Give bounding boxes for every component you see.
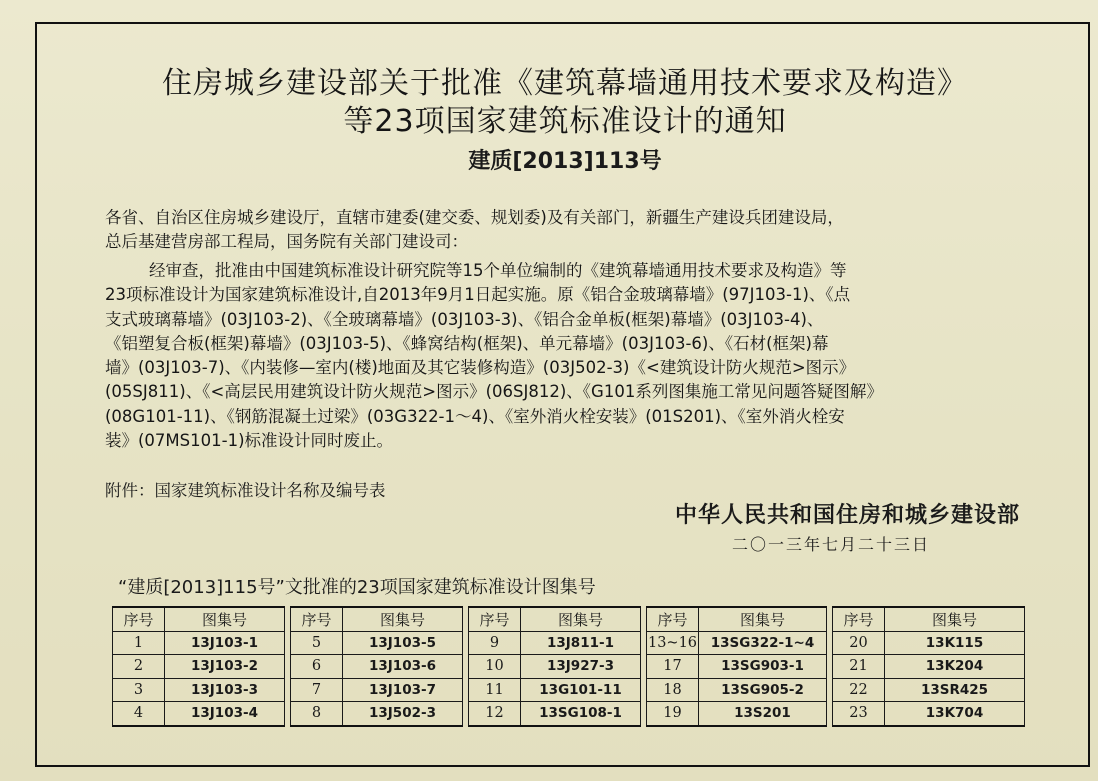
atlas-code-cell: 13J811-1 [521,631,641,655]
header-code: 图集号 [885,607,1025,631]
atlas-code-cell: 13SG322-1~4 [699,631,827,655]
atlas-code-cell: 13K115 [885,631,1025,655]
atlas-code-cell: 13J103-5 [343,631,463,655]
issuing-authority: 中华人民共和国住房和城乡建设部 [674,503,1020,528]
seq-cell: 5 [291,631,343,655]
paragraph-line: 装》(07MS101-1)标准设计同时废止。 [105,431,394,451]
seq-cell: 13~16 [647,631,699,655]
catalog-table-title: “建质[2013]115号”文批准的23项国家建筑标准设计图集号 [118,577,596,598]
atlas-code-cell: 13SG108-1 [521,702,641,726]
header-seq: 序号 [113,607,165,631]
header-code: 图集号 [699,607,827,631]
atlas-code-cell: 13J103-7 [343,678,463,702]
addressee-line: 总后基建营房部工程局，国务院有关部门建设司： [105,232,468,252]
paragraph-line: (08G101-11)、《钢筋混凝土过梁》(03G322-1～4)、《室外消火栓安装》(01S201)、《室外消火栓安 [105,406,845,426]
seq-cell: 10 [469,655,521,679]
paragraph-line: 经审查，批准由中国建筑标准设计研究院等15个单位编制的《建筑幕墙通用技术要求及构造》等 [149,261,847,280]
table-row [113,655,1025,679]
atlas-code-cell: 13S201 [699,702,827,726]
paragraph-line: 《铝塑复合板(框架)幕墙》(03J103-5)、《蜂窝结构(框架)、单元幕墙》(03J103-6)、《石材(框架)幕 [105,333,829,353]
header-seq: 序号 [647,607,699,631]
atlas-code-cell: 13J103-2 [165,655,285,679]
table-row [113,631,1025,655]
addressee-block [105,206,1035,255]
atlas-code-cell: 13G101-11 [521,678,641,702]
document-number: 建质[2013]113号 [468,149,662,174]
atlas-code-cell: 13SG905-2 [699,678,827,702]
seq-cell: 17 [647,655,699,679]
table-row [113,678,1025,702]
atlas-code-cell: 13SG903-1 [699,655,827,679]
table-row [113,702,1025,726]
paragraph-line: 23项标准设计为国家建筑标准设计,自2013年9月1日起实施。原《铝合金玻璃幕墙》(97J103-1)、《点 [105,285,851,305]
issue-date: 二〇一三年七月二十三日 [731,535,930,554]
seq-cell: 11 [469,678,521,702]
atlas-code-cell: 13SR425 [885,678,1025,702]
atlas-code-cell: 13J103-4 [165,702,285,726]
seq-cell: 6 [291,655,343,679]
seq-cell: 22 [833,678,885,702]
atlas-code-cell: 13J103-6 [343,655,463,679]
atlas-code-cell: 13J927-3 [521,655,641,679]
atlas-code-cell: 13K204 [885,655,1025,679]
paragraph-line: (05SJ811)、《<高层民用建筑设计防火规范>图示》(06SJ812)、《G101系列图集施工常见问题答疑图解》 [105,382,883,402]
paragraph-line: 墙》(03J103-7)、《内装修—室内(楼)地面及其它装修构造》(03J502-3)《<建筑设计防火规范>图示》 [105,358,856,378]
notice-title-line-2: 等23项国家建筑标准设计的通知 [343,104,787,139]
header-code: 图集号 [165,607,285,631]
notice-title-line-1: 住房城乡建设部关于批准《建筑幕墙通用技术要求及构造》 [162,66,968,101]
header-seq: 序号 [469,607,521,631]
seq-cell: 23 [833,702,885,726]
seq-cell: 12 [469,702,521,726]
seq-cell: 1 [113,631,165,655]
catalog-table [112,606,1025,727]
notice-paragraph [105,259,1035,453]
seq-cell: 8 [291,702,343,726]
atlas-code-cell: 13J502-3 [343,702,463,726]
header-seq: 序号 [291,607,343,631]
atlas-code-cell: 13J103-3 [165,678,285,702]
seq-cell: 21 [833,655,885,679]
paragraph-line: 支式玻璃幕墙》(03J103-2)、《全玻璃幕墙》(03J103-3)、《铝合金单板(框架)幕墙》(03J103-4)、 [105,309,824,329]
header-seq: 序号 [833,607,885,631]
seq-cell: 2 [113,655,165,679]
seq-cell: 18 [647,678,699,702]
seq-cell: 20 [833,631,885,655]
addressee-line: 各省、自治区住房城乡建设厅，直辖市建委(建交委、规划委)及有关部门，新疆生产建设兵团建设局， [105,208,844,227]
table-header-row [113,607,1025,631]
seq-cell: 4 [113,702,165,726]
seq-cell: 19 [647,702,699,726]
seq-cell: 3 [113,678,165,702]
seq-cell: 9 [469,631,521,655]
atlas-code-cell: 13J103-1 [165,631,285,655]
atlas-code-cell: 13K704 [885,702,1025,726]
header-code: 图集号 [521,607,641,631]
attachment-note: 附件：国家建筑标准设计名称及编号表 [105,481,386,500]
seq-cell: 7 [291,678,343,702]
header-code: 图集号 [343,607,463,631]
